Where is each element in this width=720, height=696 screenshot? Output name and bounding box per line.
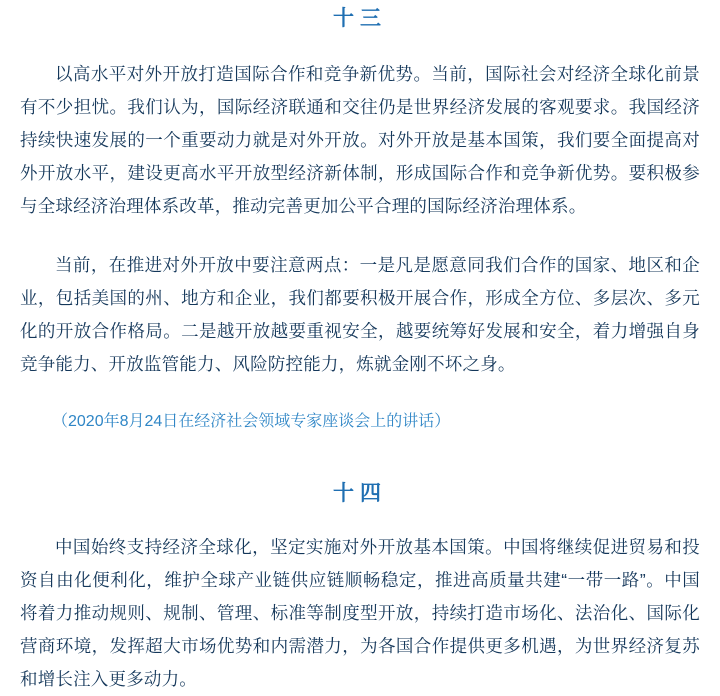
section-heading-fourteen: 十四: [333, 482, 387, 505]
paragraph-14-1: 中国始终支持经济全球化，坚定实施对外开放基本国策。中国将继续促进贸易和投资自由化便利化，维护全球产业链供应链顺畅稳定，推进高质量共建“一带一路”。中国将着力推动规则、规制、管理、标准等制度型开放，持续打造市场化、法治化、国际化营商环境，发挥超大市场优势和内需潜力，为各国合作提供更多机遇，为世界经济复苏和增长注入更多动力。: [20, 537, 700, 689]
section-heading-thirteen: 十三: [333, 7, 387, 30]
source-attribution-thirteen: （2020年8月24日在经济社会领域专家座谈会上的讲话）: [52, 413, 451, 430]
paragraph-13-1: 以高水平对外开放打造国际合作和竞争新优势。当前，国际社会对经济全球化前景有不少担忧。我们认为，国际经济联通和交往仍是世界经济发展的客观要求。我国经济持续快速发展的一个重要动力就是对外开放。对外开放是基本国策，我们要全面提高对外开放水平，建设更高水平开放型经济新体制，形成国际合作和竞争新优势。要积极参与全球经济治理体系改革，推动完善更加公平合理的国际经济治理体系。: [20, 64, 700, 216]
paragraph-13-2: 当前，在推进对外开放中要注意两点：一是凡是愿意同我们合作的国家、地区和企业，包括美国的州、地方和企业，我们都要积极开展合作，形成全方位、多层次、多元化的开放合作格局。二是越开放越要重视安全，越要统筹好发展和安全，着力增强自身竞争能力、开放监管能力、风险防控能力，炼就金刚不坏之身。: [20, 255, 700, 374]
